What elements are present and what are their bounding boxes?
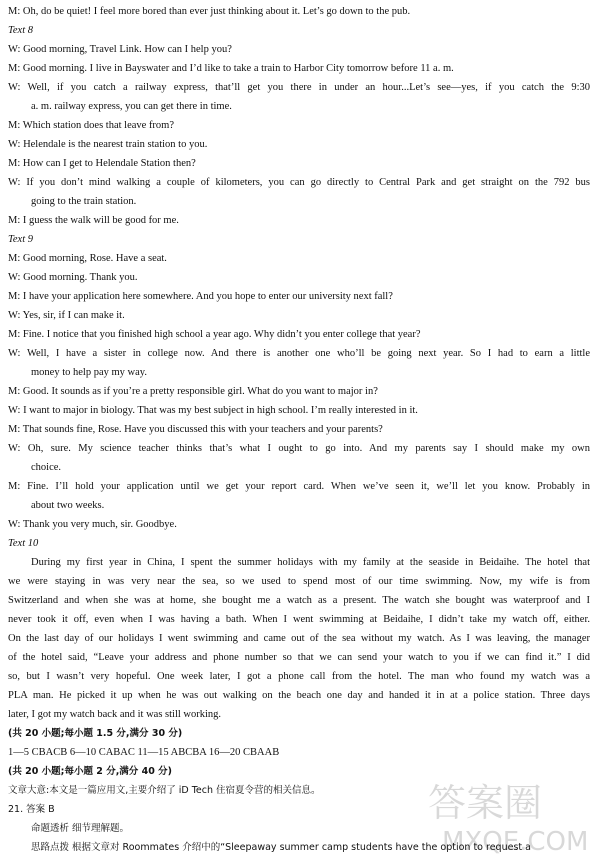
text-line: we were staying in was very near the sea, so we used to spend most of our time swimming. Now, my wife is from xyxy=(8,576,590,587)
text-line: Text 8 xyxy=(8,25,33,36)
text-line: W: Oh, sure. My science teacher thinks that’s what I ought to go into. And my parents say I should make my own xyxy=(8,443,590,454)
text-line: about two weeks. xyxy=(31,500,105,511)
text-line: going to the train station. xyxy=(31,196,137,207)
text-line: Switzerland and when she was at home, she bought me a watch as a present. The watch she bought was waterproof and I xyxy=(8,595,590,606)
text-line: (共 20 小题;每小题 1.5 分,满分 30 分) xyxy=(8,728,183,739)
text-line: 思路点拨 根据文章对 Roommates 介绍中的“Sleepaway summer camp students have the option to request a xyxy=(31,842,531,853)
text-line: 21. 答案 B xyxy=(8,804,55,815)
text-line: During my first year in China, I spent the summer holidays with my family at the seaside in Beidaihe. The hotel that xyxy=(31,557,590,568)
text-line: W: Well, if you catch a railway express, that’ll get you there in under an hour...Let’s see—yes, if you catch the 9:30 xyxy=(8,82,590,93)
text-line: Text 9 xyxy=(8,234,33,245)
text-line: M: That sounds fine, Rose. Have you discussed this with your teachers and your parents? xyxy=(8,424,383,435)
text-line: 命题透析 细节理解题。 xyxy=(31,823,130,834)
text-line: M: How can I get to Helendale Station then? xyxy=(8,158,196,169)
text-line: of the hotel said, “Leave your address and phone number so that we can send your watch to you if we can find it.” I did xyxy=(8,652,590,663)
text-line: M: Oh, do be quiet! I feel more bored than ever just thinking about it. Let’s go down to the pub. xyxy=(8,6,411,17)
text-line: later, I got my watch back and it was still working. xyxy=(8,709,222,720)
text-line: M: Fine. I’ll hold your application until we get your report card. When we’ve seen it, we’ll let you know. Probably in xyxy=(8,481,590,492)
text-line: PLA man. He picked it up when he was out walking on the beach one day and handed it in at a police station. Three days xyxy=(8,690,590,701)
text-line: 文章大意:本文是一篇应用文,主要介绍了 iD Tech 住宿夏令营的相关信息。 xyxy=(8,785,321,796)
text-line: M: Fine. I notice that you finished high school a year ago. Why didn’t you enter college that year? xyxy=(8,329,421,340)
text-line: W: Well, I have a sister in college now. And there is another one who’ll be going next year. So I had to earn a little xyxy=(8,348,590,359)
svg-text:答案圈: 答案圈 xyxy=(428,781,543,825)
text-line: M: I have your application here somewhere. And you hope to enter our university next fall? xyxy=(8,291,393,302)
text-line: (共 20 小题;每小题 2 分,满分 40 分) xyxy=(8,766,172,777)
text-line: Text 10 xyxy=(8,538,39,549)
text-line: M: Good. It sounds as if you’re a pretty responsible girl. What do you want to major in? xyxy=(8,386,378,397)
text-line: W: Thank you very much, sir. Goodbye. xyxy=(8,519,177,530)
text-line: W: I want to major in biology. That was my best subject in high school. I’m really interested in it. xyxy=(8,405,418,416)
text-line: M: Good morning. I live in Bayswater and I’d like to take a train to Harbor City tomorrow before 11 a. m. xyxy=(8,63,454,74)
text-line: M: Good morning, Rose. Have a seat. xyxy=(8,253,167,264)
text-line: so, but I wasn’t very hopeful. One week later, I got a phone call from the hotel. The man who found my watch was a xyxy=(8,671,590,682)
text-line: W: If you don’t mind walking a couple of kilometers, you can go directly to Central Park and get straight on the 792 bus xyxy=(8,177,590,188)
text-line: On the last day of our holidays I went swimming and came out of the sea without my watch. As I was leaving, the manager xyxy=(8,633,590,644)
text-line: W: Good morning, Travel Link. How can I help you? xyxy=(8,44,232,55)
text-line: choice. xyxy=(31,462,62,473)
text-line: W: Yes, sir, if I can make it. xyxy=(8,310,125,321)
text-line: never took it off, even when I was having a bath. When I went swimming at Beidaihe, I didn’t take my watch off, either. xyxy=(8,614,590,625)
text-line: a. m. railway express, you can get there in time. xyxy=(31,101,232,112)
text-line: money to help pay my way. xyxy=(31,367,147,378)
text-line: M: I guess the walk will be good for me. xyxy=(8,215,179,226)
text-line: 1—5 CBACB 6—10 CABAC 11—15 ABCBA 16—20 CBAAB xyxy=(8,747,280,758)
svg-text:MXQE.COM: MXQE.COM xyxy=(442,827,589,856)
text-line: W: Helendale is the nearest train station to you. xyxy=(8,139,208,150)
text-line: W: Good morning. Thank you. xyxy=(8,272,138,283)
text-line: M: Which station does that leave from? xyxy=(8,120,175,131)
